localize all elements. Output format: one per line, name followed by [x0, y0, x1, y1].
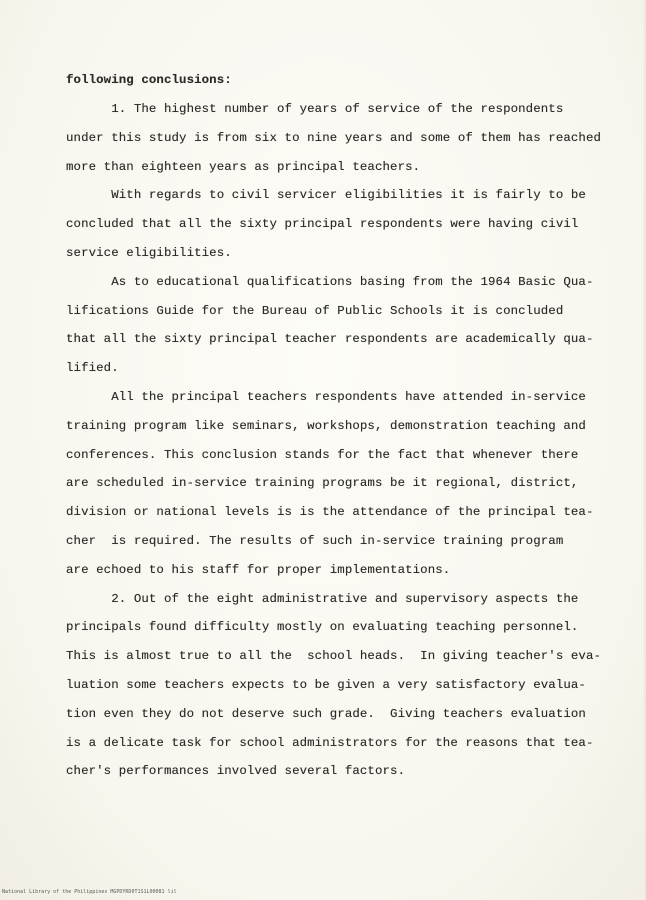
footer-watermark: National Library of the Philippines MGPDYRD0T1S1L00081 lil	[2, 889, 177, 895]
text-line: are scheduled in-service training programs be it regional, district,	[66, 476, 579, 491]
text-line: cher's performances involved several factors.	[66, 764, 406, 779]
section-heading: following conclusions:	[66, 73, 232, 87]
text-line: lified.	[66, 361, 119, 376]
text-line: With regards to civil servicer eligibilities it is fairly to be	[66, 188, 586, 203]
text-line: All the principal teachers respondents have attended in-service	[66, 389, 586, 404]
text-line: lifications Guide for the Bureau of Public Schools it is concluded	[66, 303, 564, 318]
text-line: 2. Out of the eight administrative and supervisory aspects the	[66, 591, 579, 606]
text-line: cher is required. The results of such in-service training program	[66, 533, 564, 548]
text-line: concluded that all the sixty principal respondents were having civil	[66, 217, 579, 232]
text-line: service eligibilities.	[66, 245, 232, 260]
text-line: conferences. This conclusion stands for the fact that whenever there	[66, 447, 579, 462]
text-line: 1. The highest number of years of service of the respondents	[66, 102, 564, 116]
text-line: tion even they do not deserve such grade. Giving teachers evaluation	[66, 706, 586, 721]
text-line: principals found difficulty mostly on evaluating teaching personnel.	[66, 620, 579, 635]
text-line: luation some teachers expects to be given a very satisfactory evalua-	[66, 677, 586, 692]
text-line: are echoed to his staff for proper implementations.	[66, 562, 451, 577]
text-line: more than eighteen years as principal teachers.	[66, 159, 421, 174]
text-line: division or national levels is is the attendance of the principal tea-	[66, 505, 594, 520]
text-line: This is almost true to all the school heads. In giving teacher's eva-	[66, 649, 602, 664]
text-line: As to educational qualifications basing from the 1964 Basic Qua-	[66, 274, 594, 289]
text-line: under this study is from six to nine years and some of them has reached	[66, 130, 602, 145]
text-line: is a delicate task for school administrators for the reasons that tea-	[66, 735, 594, 750]
text-line: training program like seminars, workshops, demonstration teaching and	[66, 418, 586, 433]
text-line: that all the sixty principal teacher respondents are academically qua-	[66, 332, 594, 347]
document-body	[66, 66, 614, 786]
